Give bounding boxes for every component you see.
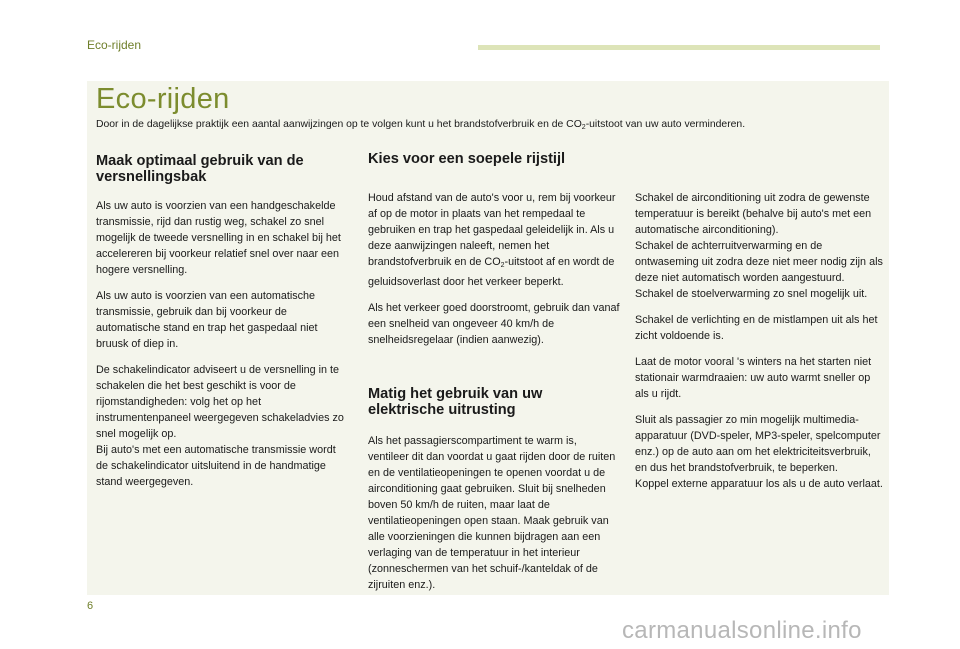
paragraph	[96, 362, 346, 490]
header-divider-bar	[478, 45, 880, 50]
section-electrical-body	[368, 433, 620, 593]
paragraph: Laat de motor vooral 's winters na het starten niet stationair warmdraaien: uw auto warmt sneller op als u rijdt.	[635, 356, 872, 400]
intro-text-part: Door in de dagelijkse praktijk een aantal aanwijzingen op te volgen kunt u het brandstofverbruik en de CO	[96, 119, 582, 130]
paragraph-subscript: 2	[500, 262, 505, 269]
page-title: Eco-rijden	[96, 83, 230, 115]
intro-subscript: 2	[581, 124, 586, 131]
section-tips-body	[635, 190, 885, 492]
paragraph	[635, 190, 885, 302]
watermark: carmanualsonline.info	[622, 617, 862, 644]
paragraph: Schakel de verlichting en de mistlampen uit als het zicht voldoende is.	[635, 314, 878, 342]
paragraph-line: Sluit als passagier zo min mogelijk multimedia-apparatuur (DVD-speler, MP3-speler, spelcomputer enz.) op de auto aan om het elektriciteitsverbruik, en dus het brandstofverbruik, te beperken.	[635, 414, 881, 474]
paragraph-line: Schakel de airconditioning uit zodra de gewenste temperatuur is bereikt (behalve bij auto's met een automatische airconditioning).	[635, 192, 872, 236]
paragraph-line: Schakel de stoelverwarming zo snel mogelijk uit.	[635, 288, 868, 300]
paragraph	[635, 412, 885, 492]
paragraph	[368, 190, 620, 290]
paragraph: Als het passagierscompartiment te warm is, ventileer dit dan voordat u gaat rijden door de ruiten en de ventilatieopeningen te openen voordat u de airconditioning gaat gebruiken. Sluit bij snelheden boven 50 km/h de ruiten, maar laat de ventilatieopeningen open staan. Maak gebruik van alle voorzieningen die kunnen bijdragen aan een verlaging van de temperatuur in het interieur (zonneschermen van het schuif-/kanteldak of de zijruiten enz.).	[368, 435, 616, 591]
paragraph-line: Bij auto's met een automatische transmissie wordt de schakelindicator uitsluitend in de handmatige stand weergegeven.	[96, 444, 336, 488]
paragraph-line: De schakelindicator adviseert u de versnelling in te schakelen die het best geschikt is voor de rijomstandigheden: volg het op het instrumentenpaneel weergegeven schakeladvies zo snel mogelijk op.	[96, 364, 344, 440]
paragraph: Als uw auto is voorzien van een handgeschakelde transmissie, rijd dan rustig weg, schakel zo snel mogelijk de tweede versnelling in en schakel bij het accelereren bij voorkeur relatief snel over naar een hogere versnelling.	[96, 200, 341, 276]
paragraph-part: -uitstoot af en wordt de geluidsoverlast door het verkeer beperkt.	[368, 256, 615, 288]
section-gearbox-body	[96, 198, 346, 490]
intro-text	[96, 118, 876, 135]
paragraph: Als uw auto is voorzien van een automatische transmissie, gebruik dan bij voorkeur de automatische stand en trap het gaspedaal niet bruusk of diep in.	[96, 290, 318, 350]
section-driving-body	[368, 190, 620, 348]
page-number: 6	[87, 600, 94, 612]
section-gearbox-heading-wrap	[96, 153, 346, 185]
section-driving-heading-wrap	[368, 151, 618, 167]
section-electrical-heading-wrap	[368, 386, 618, 418]
section-heading-electrical: Matig het gebruik van uw elektrische uitrusting	[368, 386, 543, 418]
intro-text-part: -uitstoot van uw auto verminderen.	[585, 119, 746, 130]
section-heading-driving-style: Kies voor een soepele rijstijl	[368, 151, 566, 167]
paragraph-line: Koppel externe apparatuur los als u de auto verlaat.	[635, 478, 883, 490]
section-heading-gearbox: Maak optimaal gebruik van de versnellingsbak	[96, 153, 304, 185]
paragraph-part: Houd afstand van de auto's voor u, rem bij voorkeur af op de motor in plaats van het rempedaal te gebruiken en trap het gaspedaal geleidelijk in. Als u deze aanwijzingen naleeft, nemen het brandstofverbruik en de CO	[368, 192, 616, 268]
running-header: Eco-rijden	[87, 38, 142, 52]
paragraph-line: Schakel de achterruitverwarming en de ontwaseming uit zodra deze niet meer nodig zijn als deze niet automatisch worden aangestuurd.	[635, 240, 883, 284]
paragraph: Als het verkeer goed doorstroomt, gebruik dan vanaf een snelheid van ongeveer 40 km/h de snelheidsregelaar (indien aanwezig).	[368, 302, 620, 346]
